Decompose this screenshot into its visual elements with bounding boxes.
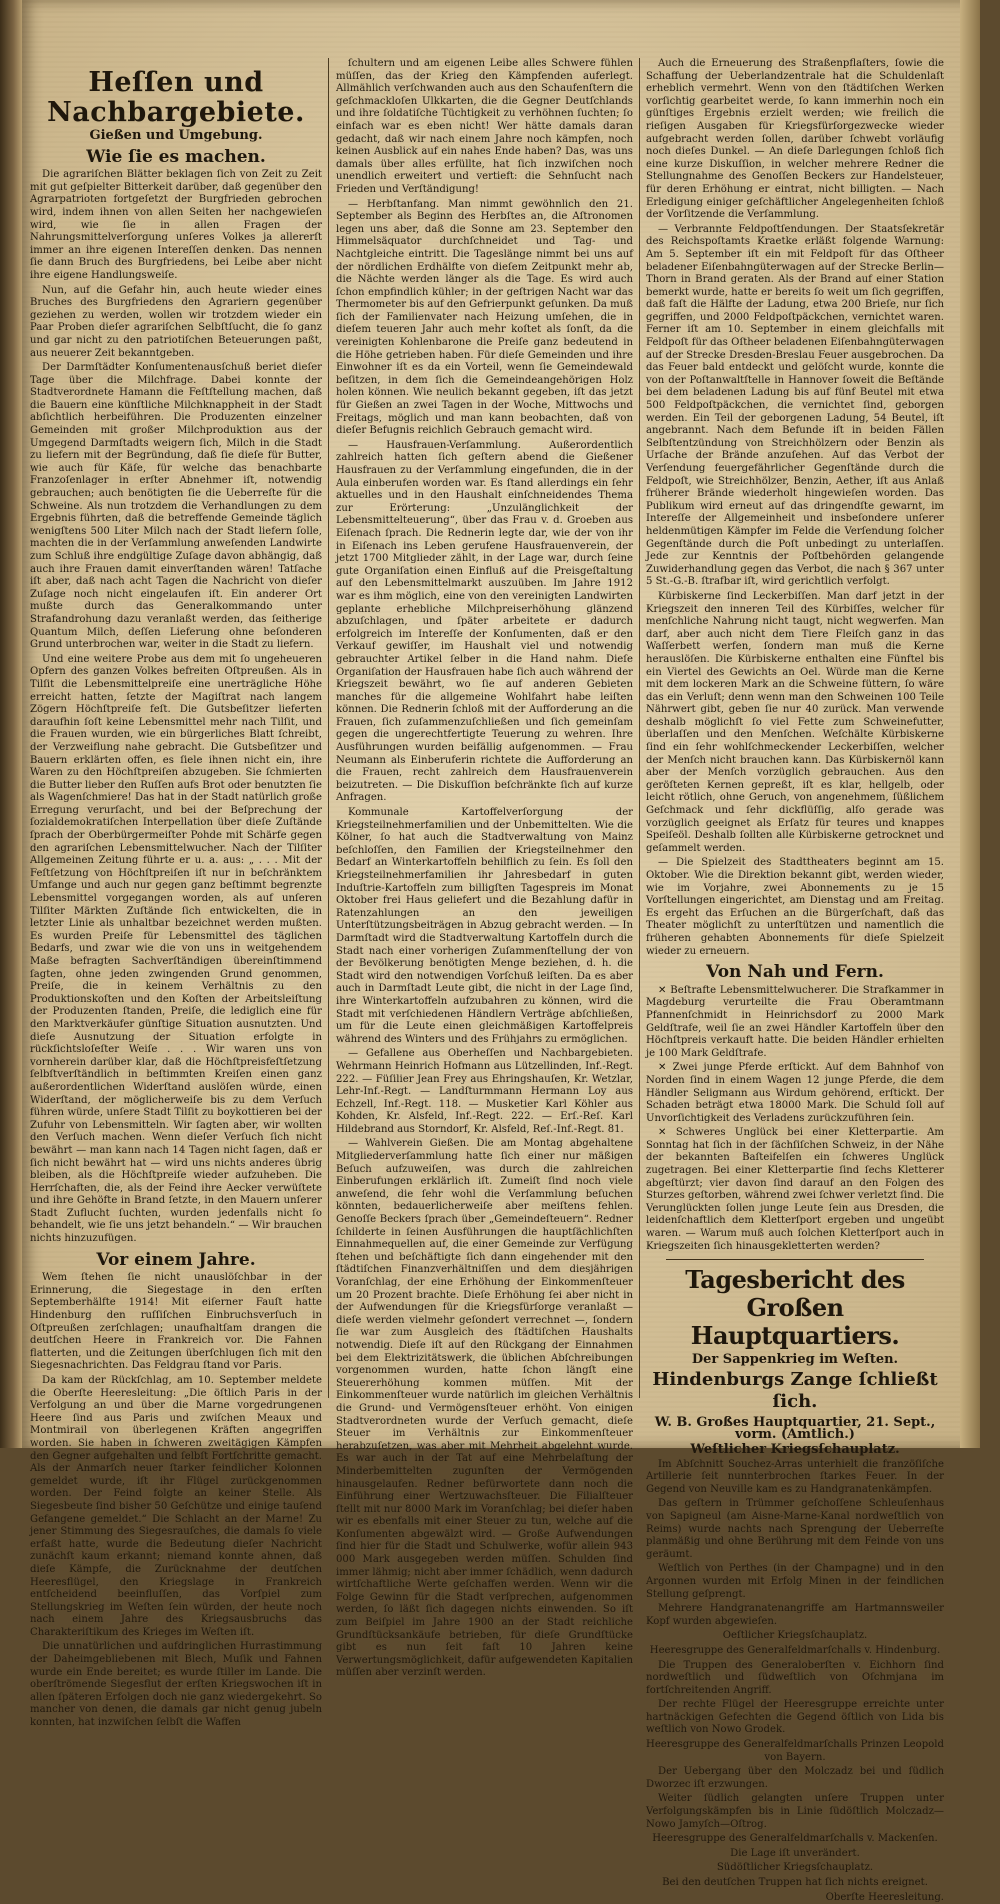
report-headline: Hindenburgs Zange ſchließt ſich. [652, 1368, 938, 1412]
report-theater: Weſtlicher Kriegsſchauplatz. [690, 1442, 900, 1457]
article-paragraph: Die unnatürlichen und aufdringlichen Hurrastimmung der Daheimgebliebenen mit Blech, Muſik und Fahnen wurde ein Ende bereitet; es wurde ſtiller im Lande. Die oberſtrömende Siegesflut der erſten Kriegswochen iſt in allen ſpäteren Erfolgen doch nie ganz wiedergekehrt. So mancher von denen, die damals gar nicht genug jubeln konnten, hat inzwiſchen ſelbſt die Waffen [30, 1641, 322, 1729]
article-title: Wie ſie es machen. [86, 146, 266, 167]
column-rule [639, 58, 640, 1398]
article-paragraph: Der Darmſtädter Konſumentenausſchuß beriet dieſer Tage über die Milchfrage. Dabei konnte der Stadtverordnete Hamann die Feſtſtellung machen, daß die Bauern eine künſtliche Milchknappheit in der Stadt abſichtlich herbeiführen. Die Produzenten einzelner Gemeinden mit großer Milchproduktion aus der Umgegend Darmſtadts weigern ſich, Milch in die Stadt zu liefern mit der Begründung, daß ſie dieſe für Butter, wie auch für Käſe, für welche das benachbarte Franzoſenlager in erſter Abnehmer iſt, notwendig gebrauchen; auch benötigten ſie die Ueberreſte für die Schweine. Als nun trotzdem die Verhandlungen zu dem Ergebnis führten, daß die betreffende Gemeinde täglich wenigſtens 500 Liter Milch nach der Stadt liefern ſolle, machten die in der Verſammlung anweſenden Landwirte zum Schluß ihre endgültige Zuſage davon abhängig, daß auch ihre Frauen damit einverſtanden wären! Tatſache iſt aber, daß nach acht Tagen die Nachricht von dieſer Zuſage noch nicht eingelaufen iſt. Ein anderer Ort mußte durch das Generalkommando unter Strafandrohung dazu veranlaßt werden, das ſeitherige Quantum Milch, deſſen Lieferung ohne beſonderen Grund unterbrochen war, weiter in die Stadt zu liefern. [30, 362, 322, 651]
report-paragraph: Die Truppen des Generaloberſten v. Eichhorn ſind nordweſtlich und ſüdweſtlich von Oſchmjana im fortſchreitenden Angriff. [646, 1659, 944, 1696]
divider [666, 1259, 924, 1260]
article-paragraph: Nun, auf die Gefahr hin, auch heute wieder eines Bruches des Burgfriedens den Agrariern gegenüber geziehen zu werden, wollen wir trotzdem wieder ein Paar Proben dieſer agrariſchen Selbſtſucht, die ſo ganz und gar nicht zu den patriotiſchen Beteuerungen paßt, aus neuerer Zeit bekanntgeben. [30, 284, 322, 359]
report-army-group: Heeresgruppe des Generalfeldmarſchalls Prinzen Leopold von Bayern. [646, 1739, 944, 1763]
article-paragraph: ſchultern und am eigenen Leibe alles Schwere fühlen müſſen, das der Krieg den Kämpfenden auferlegt. Allmählich verſchwanden auch aus den Schaufenſtern die geſchmackloſen Ulkkarten, die die Gegner Deutſchlands und ihre ſoldatiſche Tüchtigkeit zu verhöhnen ſuchten; ſo einfach war es eben nicht! Wer hätte damals daran gedacht, daß wir nach einem Jahre noch kämpfen, noch keinen Ausblick auf ein nahes Ende haben? Das, was uns damals über alles erfüllte, hat ſich inzwiſchen noch unendlich erweitert und vertieft: die Sehnſucht nach Frieden und Verſtändigung! [336, 58, 633, 195]
article-paragraph: — Hausfrauen-Verſammlung. Außerordentlich zahlreich hatten ſich geſtern abend die Gießener Hausfrauen zu der Verſammlung eingefunden, die in der Aula einberufen worden war. Es ſtand allerdings ein ſehr aktuelles und in den Haushalt einſchneidendes Thema zur Erörterung: „Unzulänglichkeit der Lebensmittelteuerung“, über das Frau v. d. Groeben aus Eiſenach ſprach. Die Rednerin legte dar, wie der von ihr in Eiſenach ins Leben gerufene Hausfrauenverein, der jetzt 1700 Mitglieder zählt, in der Lage war, durch ſeine gute Organiſation einen Einfluß auf die Preisgeſtaltung auf den Lebensmittelmarkt auszuüben. Im Jahre 1912 war es ihm möglich, eine von den vereinigten Landwirten geplante erhebliche Milchpreiserhöhung glänzend abzuſchlagen, und ſpäter arbeitete er dadurch erfolgreich im Intereſſe der Konſumenten, daß er den Verkauf gewiſſer, im Haushalt viel und notwendig gebrauchter Artikel ſelber in die Hand nahm. Dieſe Organiſation der Hausfrauen habe ſich auch während der Kriegszeit bewährt, wo ſie auf anderen Gebieten manches für die allgemeine Wohlfahrt habe leiſten können. Die Rednerin ſchloß mit der Aufforderung an die Frauen, ſich zuſammenzuſchließen und ſich gemeinſam gegen die ungerechtfertigte Teuerung zu wehren. Ihre Ausführungen wurden beifällig aufgenommen. — Frau Neumann als Einberuferin richtete die Aufforderung an die Frauen, recht zahlreich dem Hausfrauenverein beizutreten. — Die Diskuſſion beſchränkte ſich auf kurze Anfragen. [336, 439, 633, 804]
report-paragraph: Mehrere Handgranatenangriffe am Hartmannsweiler Kopf wurden abgewieſen. [646, 1603, 944, 1627]
report-subtitle: Der Sappenkrieg im Weſten. [691, 1352, 899, 1368]
report-paragraph: Der rechte Flügel der Heeresgruppe erreichte unter hartnäckigen Gefechten die Gegend öſtlich von Lida bis weſtlich von Nowo Grodek. [646, 1699, 944, 1736]
report-theater: Oeſtlicher Kriegsſchauplatz. [722, 1630, 868, 1642]
article-paragraph: Die agrariſchen Blätter beklagen ſich von Zeit zu Zeit mit gut geſpielter Bitterkeit darüber, daß gegenüber den Agrarpatrioten fortgeſetzt der Burgfrieden gebrochen wird, indem ihnen von allen Seiten her nachgewieſen wird, wie ſie in allen Fragen der Nahrungsmittelverſorgung unſeres Volkes ja allererſt immer an ihre eigenen Intereſſen denken. Das nennen ſie dann Bruch des Burgfriedens, bei Leibe aber nicht ihre eigene Handlungsweiſe. [30, 169, 322, 281]
column-1 [30, 58, 322, 1729]
report-army-group: Heeresgruppe des Generalfeldmarſchalls v. Mackenſen. [652, 1833, 938, 1845]
article-paragraph: Kürbiskerne ſind Leckerbiſſen. Man darf jetzt in der Kriegszeit den inneren Teil des Kürbiſſes, welcher für menſchliche Nahrung nicht taugt, nicht wegwerfen. Man darf, aber auch nicht dem Tiere Fleiſch ganz in das Waſſerbett werfen, ſondern man muß die Kerne herauslöſen. Die Kürbiskerne enthalten eine Fünftel bis ein Viertel des Gewichts an Oel. Würde man die Kerne mit dem lockeren Mark an die Schweine füttern, ſo wäre das ein Verluſt; denn wenn man den Schweinen 100 Teile Nährwert gibt, geben ſie nur 40 zurück. Man verwende deshalb möglichſt ſo viel Fette zum Schweinefutter, überlaſſen und den Menſchen. Weſchälte Kürbiskerne ſind ein ſehr wohlſchmeckender Leckerbiſſen, welcher der Menſch nicht brauchen kann. Das Kürbiskernöl kann aber der Menſch vorzüglich gebrauchen. Aus den geröſteten Kernen gepreßt, iſt es klar, hellgelb, oder leicht rötlich, ohne Geruch, von angenehmem, ſüßlichem Geſchmack und ſehr dickflüſſig, alſo gerade was vorzüglich geeignet als Erſatz für teures und knappes Speiſeöl. Deshalb ſollten alle Kürbiskerne getrocknet und geſammelt werden. [646, 590, 944, 854]
book-binding [0, 0, 22, 1448]
section-subheading: Gießen und Umgebung. [89, 128, 263, 143]
article-paragraph: Auch die Erneuerung des Straßenpflaſters, ſowie die Schaffung der Ueberlandzentrale hat die Schuldenlaſt erheblich vermehrt. Wenn von den ſtädtiſchen Werken vorſichtig gearbeitet werde, ſo kann immerhin noch ein günſtiges Ergebnis erzielt werden; wie freilich die rieſigen Ausgaben für Kriegsfürſorgezwecke wieder aufgebracht werden ſollen, darüber ſchwebt vorläufig noch dieſes Dunkel. — An dieſe Darlegungen ſchloß ſich eine kurze Diskuſſion, in welcher mehrere Redner die Stellungnahme des Genoſſen Beckers zur Handelsteuer, für deren Erhöhung er eintrat, nicht billigten. — Nach Erledigung einiger geſchäftlicher Angelegenheiten ſchloß der Vorſitzende die Verſammlung. [646, 58, 944, 221]
report-signature: Oberſte Heeresleitung. [825, 1891, 944, 1903]
article-title: Vor einem Jahre. [96, 1249, 256, 1270]
report-paragraph: Der Uebergang über den Molczadz bei und ſüdlich Dworzec iſt erzwungen. [646, 1766, 944, 1790]
report-paragraph: Die Lage iſt unverändert. [730, 1847, 860, 1859]
article-paragraph: — Gefallene aus Oberheſſen und Nachbargebieten. Wehrmann Heinrich Hofmann aus Lützellinden, Inf.-Regt. 222. — Füſilier Jean Frey aus Ehringshauſen, Kr. Wetzlar, Lehr-Inf.-Regt. — Landſturmmann Hermann Loy aus Echzell, Inf.-Regt. 118. — Musketier Karl Köhler aus Kohden, Kr. Alsfeld, Inf.-Regt. 222. — Erſ.-Reſ. Karl Hildebrand aus Storndorf, Kr. Alsfeld, Reſ.-Inf.-Regt. 81. [336, 1048, 633, 1135]
column-2 [336, 58, 633, 1679]
column-rule [328, 58, 329, 1398]
section-heading: Von Nah und Fern. [706, 962, 884, 983]
article-paragraph: ✕ Schweres Unglück bei einer Kletterpartie. Am Sonntag hat ſich in der ſächſiſchen Schweiz, in der Nähe der bekannten Baſteifelſen ein ſchweres Unglück zugetragen. Bei einer Kletterpartie ſind ſechs Kletterer abgeſtürzt; vier davon ſind darauf an den Folgen des Sturzes geſtorben, während zwei ſchwer verletzt ſind. Die Verunglückten ſollen junge Leute ſein aus Dresden, die leidenſchaftlich dem Kletterſport ergeben und ungeübt waren. — Warum muß auch ſolchen Kletterſport auch in Kriegszeiten ſich hinausgekletterten werden? [646, 1127, 944, 1252]
report-army-group: Heeresgruppe des Generalfeldmarſchalls v. Hindenburg. [649, 1644, 941, 1656]
report-paragraph: Weiter ſüdlich gelangten unſere Truppen unter Verfolgungskämpfen bis in Linie ſüdöſtlich Molczadz—Nowo Jamyſch—Oſtrog. [646, 1793, 944, 1830]
article-paragraph: — Die Spielzeit des Stadttheaters beginnt am 15. Oktober. Wie die Direktion bekannt gibt, werden wieder, wie im Vorjahre, zwei Abonnements zu je 15 Vorſtellungen eingerichtet, am Dienstag und am Freitag. Es ergeht das Erſuchen an die Bürgerſchaft, daß das Theater möglichſt zu unterſtützen und namentlich die früheren gehabten Abonnements für dieſe Spielzeit wieder zu erneuern. [646, 857, 944, 957]
report-paragraph: Das geſtern in Trümmer geſchoſſene Schleuſenhaus von Sapigneul (am Aisne-Marne-Kanal nordweſtlich von Reims) wurde nachts nach Sprengung der Ueberreſte planmäßig und ohne Berührung mit dem Feinde von uns geräumt. [646, 1498, 944, 1560]
article-paragraph: — Herbſtanfang. Man nimmt gewöhnlich den 21. September als Beginn des Herbſtes an, die Aſtronomen legen uns aber, daß die Sonne am 23. September den Himmelsäquator durchſchneidet und Tag- und Nachtgleiche eintritt. Die Tageslänge nimmt bei uns auf der nördlichen Erdhälfte von dieſem Zeitpunkt mehr ab, die Nächte werden länger als die Tage. Es wird auch ſchon empfindlich kühler; in der geſtrigen Nacht war das Thermometer bis auf den Gefrierpunkt geſunken. Da muß ſich der Familienvater nach Heizung umſehen, die in dieſem teueren Jahr auch mehr koſtet als ſonſt, da die vereinigten Kohlenbarone die Preiſe ganz bedeutend in die Höhe getrieben haben. Für dieſe Gemeinden und ihre Einwohner iſt es da ein Vorteil, wenn ſie Gemeindewald beſitzen, in dem ſich die Gemeindeangehörigen Holz holen können. Wie neulich bekannt gegeben, iſt das jetzt für Gießen an zwei Tagen in der Woche, Mittwochs und Freitags, möglich und man kann beobachten, daß von dieſer Befugnis reichlich Gebrauch gemacht wird. [336, 198, 633, 437]
report-dateline: W. B. Großes Hauptquartier, 21. Sept., vorm. (Amtlich.) [654, 1414, 936, 1443]
report-theater: Südöſtlicher Kriegsſchauplatz. [716, 1862, 874, 1874]
article-paragraph: ✕ Beſtrafte Lebensmittelwucherer. Die Strafkammer in Magdeburg verurteilte die Frau Oberamtmann Pfannenſchmidt in Heinrichsdorf zu 2000 Mark Geldſtrafe, weil ſie an zwei Händler Kartoffeln über den Höchſtpreis verkauft hatte. Die beiden Händler erhielten je 100 Mark Geldſtrafe. [646, 984, 944, 1059]
report-title: Tagesbericht des Großen Hauptquartiers. [685, 1265, 905, 1351]
column-3 [646, 58, 944, 1903]
article-paragraph: Da kam der Rückſchlag, am 10. September meldete die Oberſte Heeresleitung: „Die öſtlich Paris in der Verfolgung an und über die Marne vorgedrungenen Heere ſind aus Paris und zwiſchen Meaux und Montmirail von überlegenen Kräften angegriffen worden. Sie haben in ſchweren zweitägigen Kämpfen den Gegner aufgehalten und ſelbſt Fortſchritte gemacht. Als der Anmarſch neuer ſtarker feindlicher Kolonnen gemeldet wurde, iſt ihr Flügel zurückgenommen worden. Der Feind folgte an keiner Stelle. Als Siegesbeute ſind bisher 50 Geſchütze und einige tauſend Gefangene gemeldet.“ Die Schlacht an der Marne! Zu jener Stimmung des Siegesrauſches, die damals ſo viele erfaßt hatte, wurde die Bedeutung dieſer Nachricht zunächſt kaum erkannt; niemand konnte ahnen, daß dieſe Kämpfe, die Zurücknahme der deutſchen Heeresflügel, den Kriegslage in Frankreich entſcheidend beeinfluſſen, das Vorſpiel zum Stellungskrieg im Weſten ſein würden, der heute noch nach einem Jahre des Kriegsausbruchs das Charakteriſtikum des Krieges im Weſten iſt. [30, 1375, 322, 1638]
article-paragraph: — Verbrannte Feldpoſtſendungen. Der Staatsſekretär des Reichspoſtamts Kraetke erläßt folgende Warnung: Am 5. September iſt ein mit Feldpoſt für das Oſtheer beladener Eiſenbahngüterwagen auf der Strecke Berlin—Thorn in Brand geraten. Als der Brand auf einer Station bemerkt wurde, hatte er bereits ſo weit um ſich gegriffen, daß faſt die Hälfte der Ladung, etwa 200 Brieſe, nur ſich gegriffen, und 2000 Feldpoſtpäckchen, vernichtet waren. Ferner iſt am 10. September in einem gleichfalls mit Feldpoſt für das Oſtheer beladenen Eiſenbahngüterwagen auf der Strecke Dresden-Breslau Feuer ausgebrochen. Da das Feuer bald entdeckt und gelöſcht wurde, konnte die von der Poſtanwaltſtelle in Hannover ſoweit die Beſtände bei dem beladenen Ladung bis auf fünf Beutel mit etwa 500 Feldpoſtpäckchen, die vernichtet ſind, geborgen werden. Ein Teil der geborgenen Ladung, 54 Beutel, iſt angebrannt. Nach dem Befunde iſt in beiden Fällen Selbſtentzündung von Streichhölzern oder Benzin als Urſache der Brände anzuſehen. Auf das Verbot der Verſendung feuergefährlicher Gegenſtände durch die Feldpoſt, wie Streichhölzer, Benzin, Aether, iſt aus Anlaß früherer Brände wiederholt hingewieſen worden. Das Publikum wird erneut auf das dringendſte gewarnt, im Intereſſe der Allgemeinheit und insbeſondere unſerer heldenmütigen Kämpfer im Felde die Verſendung ſolcher Gegenſtände durch die Poſt unbedingt zu unterlaſſen. Jede zur Kenntnis der Poſtbehörden gelangende Zuwiderhandlung gegen das Verbot, die nach § 367 unter 5 St.-G.-B. ſtrafbar iſt, wird gerichtlich verfolgt. [646, 223, 944, 588]
article-paragraph: Wem ſtehen ſie nicht unauslöſchbar in der Erinnerung, die Siegestage in den erſten Septemberhälfte 1914! Mit eiſerner Fauſt hatte Hindenburg den ruſſiſchen Einbruchsverſuch in Oſtpreußen zerſchlagen; unaufhaltſam drangen die deutſchen Heere in Frankreich vor. Die Fahnen flatterten, und die Zeitungen überſchlugen ſich mit den Siegesnachrichten. Das Feldgrau ſtand vor Paris. [30, 1272, 322, 1372]
page-edge [960, 0, 980, 1448]
article-paragraph: — Wahlverein Gießen. Die am Montag abgehaltene Mitgliederverſammlung hatte ſich einer nur mäßigen Beſuch aufzuweiſen, was durch die zahlreichen Einberufungen erklärlich iſt. Zumeiſt ſind noch viele anweſend, die ſehr wohl die Verſammlung beſuchen könnten, bedauerlicherweiſe aber meiſtens fehlen. Genoſſe Beckers ſprach über „Gemeindeſteuern“. Redner ſchilderte in ſeinen Ausführungen die hauptſächlichſten Einnahmequellen auf, die einer Gemeinde zur Verfügung ſtehen und beſchäftigte ſich dann eingehender mit den ſtädtiſchen Finanzverhältniſſen und dem diesjährigen Voranſchlag, der eine Erhöhung der Einkommenſteuer um 20 Prozent brachte. Dieſe Erhöhung ſei aber nicht in der Aufwendungen für die Kriegsfürſorge veranlaßt — dieſe werden vielmehr geſondert verrechnet —, ſondern ſie war zum Ausgleich des ſtädtiſchen Haushalts notwendig. Dieſe iſt auf den Rückgang der Einnahmen bei dem Elektrizitätswerk, die üblichen Abſchreibungen vorgenommen wurden, hatte ſchon längſt eine Steuererhöhung kommen müſſen. Mit der Einkommenſteuer wurde natürlich im gleichen Verhältnis die Grund- und Vermögensſteuer erhöht. Von einigen Stadtverordneten wurde der Verſuch gemacht, dieſe Steuer im Verhältnis zur Einkommenſteuer herabzuſetzen, was aber mit Mehrheit abgelehnt wurde. Es war auch in der Tat auf eine Mehrbelaſtung der Minderbemittelten zugunſten der Vermögenden hinausgelaufen. Redner befürwortete dann noch die Einführung einer Wertzuwachsſteuer. Die Filialſteuer ſtellt mit nur 8000 Mark im Voranſchlag; bei dieſer haben wir es ebenfalls mit einer Steuer zu tun, welche auf die Konſumenten abgewälzt wird. — Große Aufwendungen ſind hier für die Stadt und Schulwerke, wofür allein 943 000 Mark ausgegeben werden müſſen. Schulden ſind immer lähmig; nicht aber immer ſchädlich, wenn dadurch wirtſchaftliche Werte geſchaffen werden. Wenn wir die Folge Gewinn für die Stadt verſprechen, aufgenommen werden, ſo läßt ſich dagegen nichts einwenden. So iſt zum Beiſpiel im Jahre 1900 an der Stadt reichliche Grundſtücksankäufe betrieben, für dieſe Grundſtücke gibt es nun ſeit faſt 10 Jahren keine Verwertungsmöglichkeit, dafür aufgewendeten Kapitalien müſſen aber verzinſt werden. [336, 1138, 633, 1679]
report-paragraph: Weſtlich von Perthes (in der Champagne) und in den Argonnen wurden mit Erfolg Minen in der feindlichen Stellung geſprengt. [646, 1563, 944, 1600]
section-heading: Heſſen und Nachbargebiete. [47, 67, 305, 128]
article-paragraph: ✕ Zwei junge Pferde erſtickt. Auf dem Bahnhof von Norden ſind in einem Wagen 12 junge Pferde, die dem Händler Seligmann aus Wirdum gehörend, erſtickt. Der Schaden beträgt etwa 18000 Mark. Die Schuld ſoll auf Unvorſichtigkeit des Verladens zurückzuführen ſein. [646, 1062, 944, 1124]
article-paragraph: Und eine weitere Probe aus dem mit ſo ungeheueren Opfern des ganzen Volkes befreiten Oſtpreußen. Als in Tilſit die Lebensmittelpreiſe eine unerträgliche Höhe erreicht hatten, ſetzte der Magiſtrat nach langem Zögern Höchſtpreiſe feſt. Die Gutsbeſitzer lieferten daraufhin ſoſt keine Lebensmittel mehr nach Tilſit, und die Frauen wurden, wie ein bürgerliches Blatt ſchreibt, der Verzweiflung nahe gebracht. Die Gutsbeſitzer und Bauern erklärten offen, es ſiele ihnen nicht ein, ihre Waren zu den Höchſtpreiſen abzugeben. Sie ſchmierten die Butter lieber den Ruſſen aufs Brot oder benutzten ſie als Wagenſchmiere! Das hat in der Stadt natürlich große Erregung verurſacht, und bei der Beſprechung der ſozialdemokratiſchen Interpellation über dieſe Zuſtände ſprach der Oberbürgermeiſter Pohde mit Schärfe gegen den agrariſchen Lebensmittelwucher. Nach der Tilſiter Allgemeinen Zeitung führte er u. a. aus: „ . . . Mit der Feſtſetzung von Höchſtpreiſen iſt nur in beſchränktem Umfange und auch nur gegen ganz beſtimmt begrenzte Lebensmittel vorgegangen worden, als auf unſeren Tilſiter Märkten Zuſtände ſich entwickelten, die in letzter Linie als unhaltbar bezeichnet werden mußten. Es wurden Preiſe für Lebensmittel des täglichen Bedarfs, und zwar wie die von uns in weitgehendem Maße befragten Sachverſtändigen übereinſtimmend ſagten, ohne jeden zwingenden Grund genommen, Preiſe, die in keinem Verhältnis zu den Produktionskoſten und den Koſten der Arbeitsleiſtung der Produzenten ſtanden, Preiſe, die lediglich eine für den Marktverkäufer günſtige Situation ausnutzten. Und dieſe Ausnutzung der Situation erfolgte in rückſichtsloſeſter Weiſe . . . Wir waren uns von vornherein darüber klar, daß die Höchſtpreisfeſtſetzung ſelbſtverſtändlich in beſtimmten Kreiſen einen ganz außerordentlichen Widerſtand auslöſen würde, einen Widerſtand, der möglicherweiſe bis zu dem Verſuch führen würde, unſere Stadt Tilſit zu boykottieren bei der Zufuhr von Lebensmitteln. Wir ſagten aber, wir wollten den Verſuch machen. Wenn dieſer Verſuch ſich nicht bewährt — man kann nach 14 Tagen nicht ſagen, daß er ſich nicht bewährt hat — wird uns nichts anderes übrig bleiben, als die Höchſtpreiſe wieder aufzuheben. Die Herrſchaften, die, als der Feind ihre Aecker verwüſtete und ihre Gehöfte in Brand ſetzte, in den Mauern unſerer Stadt Zuflucht ſuchten, wurden jedenfalls nicht ſo behandelt, wie ſie uns jetzt behandeln.“ — Wir brauchen nichts hinzuzufügen. [30, 653, 322, 1245]
newspaper-page [22, 0, 980, 1903]
article-paragraph: Kommunale Kartoffelverſorgung der Kriegsteilnehmerfamilien und der Unbemittelten. Wie die Kölner, ſo hat auch die Stadtverwaltung von Mainz beſchloſſen, den Familien der Kriegsteilnehmer den Bedarf an Winterkartoffeln behilflich zu ſein. Es ſoll den Kriegsteilnehmerfamilien ihr Jahresbedarf in guten Induſtrie-Kartoffeln zum billigſten Tagespreis im Monat Oktober frei Haus geliefert und die Bezahlung dafür in Ratenzahlungen an den jeweiligen Unterſtützungsbeiträgen in Abzug gebracht werden. — In Darmſtadt wird die Stadtverwaltung Kartoffeln durch die Stadt nach einer vorherigen Zuſammenſtellung der von der Bevölkerung benötigten Menge beziehen, d. h. die Stadt wird den notwendigen Vorſchuß leiſten. Da es aber auch in Darmſtadt Leute gibt, die nicht in der Lage ſind, ihre Winterkartoffeln aufzubahren zu können, wird die Stadt mit verſchiedenen Händlern Verträge abſchließen, um für die Leute einen gleichmäßigen Kartoffelpreis während des Winters und des Frühjahrs zu ermöglichen. [336, 807, 633, 1045]
report-paragraph: Im Abſchnitt Souchez-Arras unterhielt die franzöſiſche Artillerie ſeit nunnterbrochen ſtarkes Feuer. In der Gegend von Neuville kam es zu Handgranatenkämpfen. [646, 1458, 944, 1495]
report-paragraph: Bei den deutſchen Truppen hat ſich nichts ereignet. [662, 1877, 928, 1888]
